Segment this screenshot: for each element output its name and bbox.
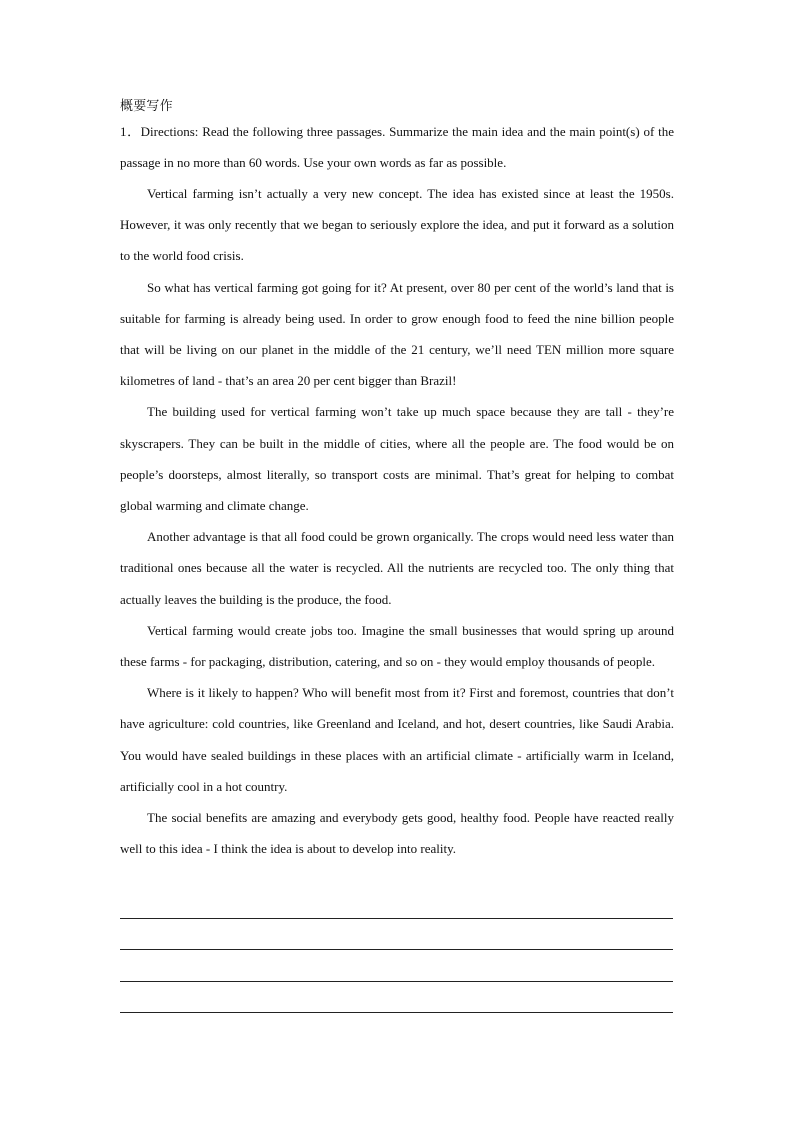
answer-line[interactable] [120,949,673,950]
passage-paragraph-3: The building used for vertical farming won’t take up much space because they are tall - they’re skyscrapers. They can be built in the middle of cities, where all the people are. The food would be on people’s doorsteps, almost literally, so transport costs are minimal. That’s great for helping to combat global warming and climate change. [120,404,674,514]
passage-paragraph-5: Vertical farming would create jobs too. Imagine the small businesses that would spring up around these farms - for packaging, distribution, catering, and so on - they would employ thousands of people. [120,622,674,670]
answer-line[interactable] [120,918,673,919]
passage-paragraph-6: Where is it likely to happen? Who will benefit most from it? First and foremost, countries that don’t have agriculture: cold countries, like Greenland and Iceland, and hot, desert countries, like Saudi Arabia. You would have sealed buildings in these places with an artificial climate - artificially warm in Iceland, artificially cool in a hot country. [120,685,674,794]
passage-paragraph-1: Vertical farming isn’t actually a very new concept. The idea has existed since at least the 1950s. However, it was only recently that we began to seriously explore the idea, and put it forward as a solution to the world food crisis. [120,186,674,264]
directions-text: 1．Directions: Read the following three passages. Summarize the main idea and the main point(s) of the passage in no more than 60 words. Use your own words as far as possible. [120,124,674,170]
document-body [120,96,674,864]
answer-lines [120,918,673,1043]
passage-paragraph-2: So what has vertical farming got going for it? At present, over 80 per cent of the world’s land that is suitable for farming is already being used. In order to grow enough food to feed the nine billion people that will be living on our planet in the middle of the 21 century, we’ll need TEN million more square kilometres of land - that’s an area 20 per cent bigger than Brazil! [120,279,674,389]
passage-paragraph-4: Another advantage is that all food could be grown organically. The crops would need less water than traditional ones because all the water is recycled. All the nutrients are recycled too. The only thing that actually leaves the building is the produce, the food. [120,529,674,607]
section-heading: 概要写作 [120,98,173,113]
passage-paragraph-7: The social benefits are amazing and everybody gets good, healthy food. People have reacted really well to this idea - I think the idea is about to develop into reality. [120,810,674,857]
answer-line[interactable] [120,981,673,982]
answer-line[interactable] [120,1012,673,1013]
